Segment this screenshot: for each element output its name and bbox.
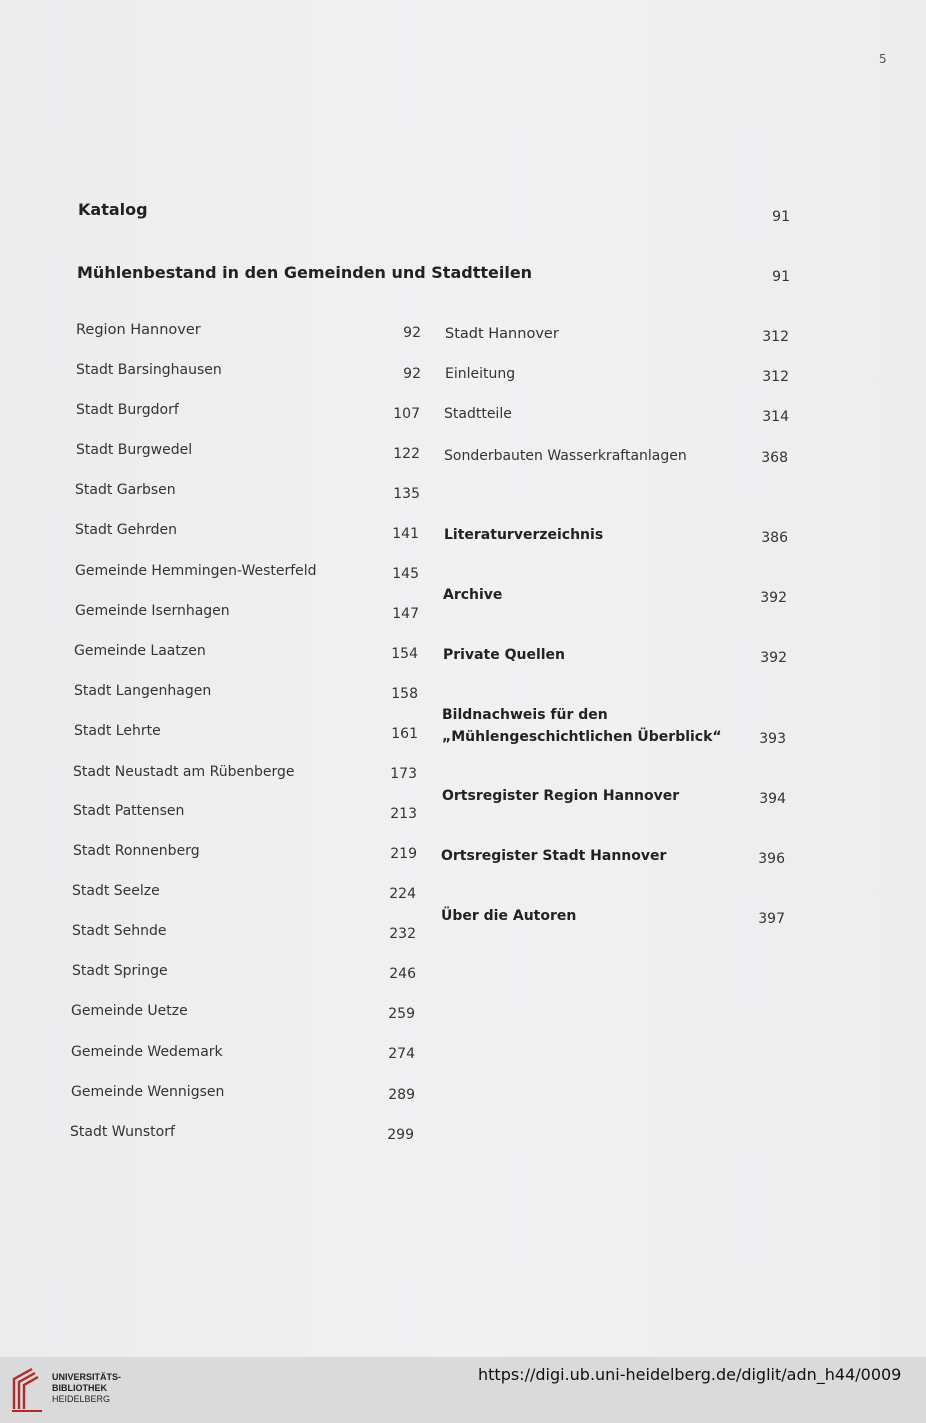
toc-left-page: 173 [390, 766, 417, 782]
toc-ortsregister-region-page: 394 [759, 791, 786, 807]
toc-left-page: 246 [389, 966, 416, 982]
toc-left-page: 299 [387, 1127, 414, 1143]
toc-right-page: 314 [762, 409, 789, 425]
library-name-line2: BIBLIOTHEK [52, 1383, 107, 1393]
toc-left-label: Stadt Gehrden [75, 522, 177, 538]
toc-left-label: Gemeinde Uetze [71, 1003, 188, 1019]
toc-bildnachweis-label-line2: „Mühlengeschichtlichen Überblick“ [442, 729, 722, 745]
toc-left-page: 274 [388, 1046, 415, 1062]
toc-left-label: Stadt Barsinghausen [76, 362, 222, 378]
toc-right-label: Stadt Hannover [445, 326, 559, 342]
toc-left-label: Stadt Burgdorf [76, 402, 179, 418]
toc-right-label: Einleitung [445, 366, 516, 382]
toc-muehlen-title: Mühlenbestand in den Gemeinden und Stadtteilen [77, 263, 533, 282]
toc-left-page: 259 [388, 1006, 415, 1022]
toc-left-label: Gemeinde Hemmingen-Westerfeld [75, 563, 317, 579]
page-number: 5 [879, 52, 887, 66]
library-name-line3: HEIDELBERG [52, 1394, 111, 1404]
toc-autoren-label: Über die Autoren [441, 908, 577, 924]
toc-left-label: Stadt Pattensen [73, 803, 185, 819]
toc-left-page: 289 [388, 1087, 415, 1103]
toc-left-label: Gemeinde Isernhagen [75, 603, 230, 619]
toc-left-label: Stadt Burgwedel [76, 442, 193, 458]
toc-left-page: 147 [392, 606, 419, 622]
library-logo-icon [10, 1365, 46, 1413]
toc-left-label: Stadt Springe [72, 963, 168, 979]
toc-left-label: Stadt Wunstorf [70, 1124, 175, 1140]
toc-left-page: 219 [390, 846, 417, 862]
toc-bildnachweis-label-line1: Bildnachweis für den [442, 707, 608, 723]
toc-left-page: 213 [390, 806, 417, 822]
toc-left-label: Stadt Sehnde [72, 923, 167, 939]
toc-left-page: 224 [389, 886, 416, 902]
toc-right-label: Stadtteile [444, 406, 512, 422]
toc-left-page: 158 [391, 686, 418, 702]
toc-right-page: 312 [762, 329, 789, 345]
library-name [52, 1372, 121, 1405]
toc-ortsregister-stadt-page: 396 [758, 851, 785, 867]
library-name-line1: UNIVERSITÄTS- [52, 1372, 122, 1382]
toc-right-label: Sonderbauten Wasserkraftanlagen [444, 448, 687, 464]
toc-left-label: Region Hannover [76, 322, 201, 338]
toc-bildnachweis-page: 393 [759, 731, 786, 747]
toc-left-page: 107 [393, 406, 420, 422]
toc-muehlen-page: 91 [772, 269, 790, 285]
toc-right-page: 368 [761, 450, 788, 466]
toc-archive-label: Archive [443, 587, 503, 603]
toc-right-page: 312 [762, 369, 789, 385]
toc-left-label: Stadt Seelze [72, 883, 160, 899]
toc-left-label: Stadt Garbsen [75, 482, 176, 498]
toc-left-label: Stadt Ronnenberg [73, 843, 200, 859]
footer-bar [0, 1357, 926, 1423]
toc-left-label: Gemeinde Laatzen [74, 643, 206, 659]
toc-archive-page: 392 [760, 590, 787, 606]
toc-katalog-title: Katalog [78, 200, 148, 219]
toc-literatur-page: 386 [761, 530, 788, 546]
toc-literatur-label: Literaturverzeichnis [444, 527, 604, 543]
toc-left-label: Stadt Lehrte [74, 723, 161, 739]
toc-private-quellen-page: 392 [760, 650, 787, 666]
toc-left-page: 154 [391, 646, 418, 662]
toc-left-page: 92 [403, 325, 421, 341]
toc-katalog-page: 91 [772, 209, 790, 225]
source-url[interactable]: https://digi.ub.uni-heidelberg.de/diglit/adn_h44/0009 [478, 1365, 902, 1384]
toc-left-page: 145 [392, 566, 419, 582]
toc-left-page: 92 [403, 366, 421, 382]
toc-left-label: Stadt Langenhagen [74, 683, 212, 699]
toc-left-page: 122 [393, 446, 420, 462]
toc-left-page: 135 [393, 486, 420, 502]
toc-left-page: 141 [392, 526, 419, 542]
toc-left-label: Gemeinde Wennigsen [71, 1084, 225, 1100]
toc-left-label: Stadt Neustadt am Rübenberge [73, 764, 295, 780]
toc-private-quellen-label: Private Quellen [443, 647, 566, 663]
toc-autoren-page: 397 [758, 911, 785, 927]
toc-left-page: 161 [391, 726, 418, 742]
toc-ortsregister-region-label: Ortsregister Region Hannover [442, 788, 680, 804]
toc-ortsregister-stadt-label: Ortsregister Stadt Hannover [441, 848, 667, 864]
toc-left-label: Gemeinde Wedemark [71, 1044, 223, 1060]
toc-left-page: 232 [389, 926, 416, 942]
